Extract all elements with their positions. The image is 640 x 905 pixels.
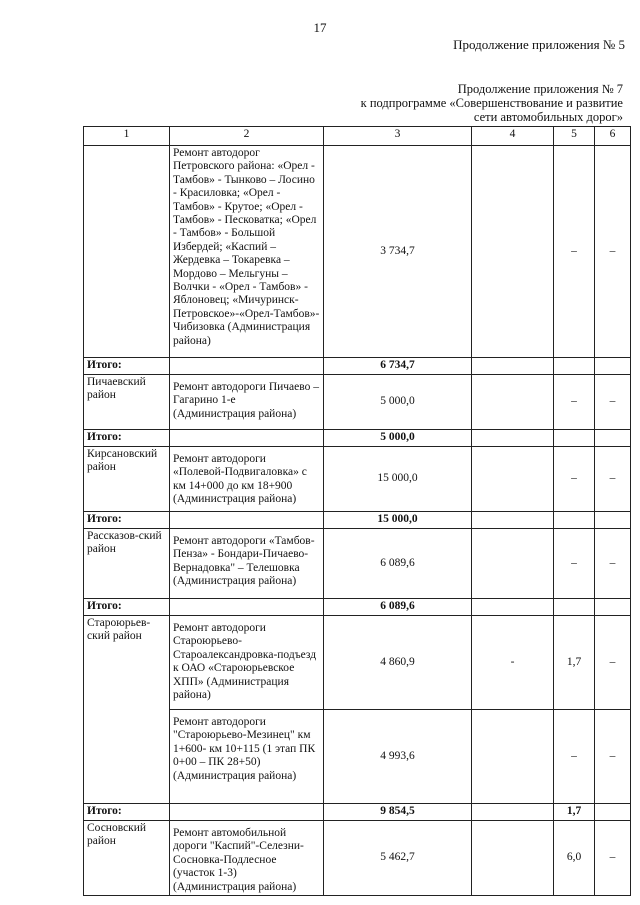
total-empty bbox=[472, 358, 554, 375]
continuation-header-line: Продолжение приложения № 7 bbox=[457, 82, 623, 96]
total-empty bbox=[472, 430, 554, 447]
table-row bbox=[84, 447, 631, 512]
col6-cell: – bbox=[595, 710, 631, 804]
total-amount: 15 000,0 bbox=[324, 512, 472, 529]
amount-cell: 15 000,0 bbox=[324, 447, 472, 512]
total-empty bbox=[595, 599, 631, 616]
col4-cell bbox=[472, 447, 554, 512]
col6-cell: – bbox=[595, 375, 631, 430]
total-empty bbox=[170, 358, 324, 375]
description-cell: Ремонт автодороги «Полевой-Подвигаловка» с км 14+000 до км 18+900 (Администрация района) bbox=[170, 447, 324, 512]
continuation-header-line: сети автомобильных дорог» bbox=[473, 110, 623, 124]
col5-cell: – bbox=[554, 710, 595, 804]
total-label: Итого: bbox=[84, 430, 170, 447]
table-row bbox=[84, 529, 631, 599]
column-number: 3 bbox=[324, 127, 472, 146]
total-row bbox=[84, 358, 631, 375]
col6-cell: – bbox=[595, 529, 631, 599]
total-col5 bbox=[554, 512, 595, 529]
description-cell: Ремонт автодороги Староюрьево-Старoалександровка-подъезд к ОАО «Староюрьевское ХПП» (Администрация района) bbox=[170, 616, 324, 710]
region-cell: Сосновский район bbox=[84, 821, 170, 896]
region-cell: Пичаевский район bbox=[84, 375, 170, 430]
description-cell: Ремонт автодороги Пичаево – Гагарино 1-е (Администрация района) bbox=[170, 375, 324, 430]
total-label: Итого: bbox=[84, 512, 170, 529]
col5-cell: 6,0 bbox=[554, 821, 595, 896]
region-cell bbox=[84, 146, 170, 358]
total-empty bbox=[595, 358, 631, 375]
total-empty bbox=[170, 512, 324, 529]
description-cell: Ремонт автодороги «Тамбов-Пенза» - Бондари-Пичаево-Вернадовка" – Телешовка (Администрация района) bbox=[170, 529, 324, 599]
page-number: 17 bbox=[313, 20, 327, 35]
column-number: 4 bbox=[472, 127, 554, 146]
column-number-row bbox=[84, 127, 631, 146]
col4-cell bbox=[472, 710, 554, 804]
col5-cell: 1,7 bbox=[554, 616, 595, 710]
col5-cell: – bbox=[554, 529, 595, 599]
table-row bbox=[84, 616, 631, 710]
amount-cell: 4 860,9 bbox=[324, 616, 472, 710]
column-number: 6 bbox=[595, 127, 631, 146]
total-row bbox=[84, 804, 631, 821]
total-empty bbox=[472, 599, 554, 616]
total-empty bbox=[595, 512, 631, 529]
description-cell: Ремонт автодороги "Староюрьево-Мезинец" км 1+600- км 10+115 (1 этап ПК 0+00 – ПК 28+50) (Администрация района) bbox=[170, 710, 324, 804]
total-empty bbox=[170, 599, 324, 616]
total-col5 bbox=[554, 358, 595, 375]
col4-cell bbox=[472, 375, 554, 430]
total-empty bbox=[170, 430, 324, 447]
column-number: 1 bbox=[84, 127, 170, 146]
amount-cell: 6 089,6 bbox=[324, 529, 472, 599]
description-cell: Ремонт автодорог Петровского района: «Орел - Тамбов» - Тынково – Лосино - Красиловка; «Орел - Тамбов» - Крутое; «Орел - Тамбов» - Песковатка; «Орел - Тамбов» - Большой Избердей; «Каспий – Жердевка – Токаревка – Мордово – Мельгуны – Волчки - «Орел - Тамбов» - Яблоновец; «Мичуринск-Петровское»-«Орел-Тамбов»-Чибизовка (Администрация района) bbox=[170, 146, 324, 358]
total-empty bbox=[472, 512, 554, 529]
total-label: Итого: bbox=[84, 804, 170, 821]
total-col5: 1,7 bbox=[554, 804, 595, 821]
total-empty bbox=[170, 804, 324, 821]
col6-cell: – bbox=[595, 146, 631, 358]
col5-cell: – bbox=[554, 146, 595, 358]
total-label: Итого: bbox=[84, 358, 170, 375]
col4-cell bbox=[472, 529, 554, 599]
continuation-header-appendix-7 bbox=[361, 82, 623, 124]
continuation-note-appendix-5: Продолжение приложения № 5 bbox=[453, 37, 625, 52]
table-row bbox=[84, 821, 631, 896]
region-cell: Староюрьев-ский район bbox=[84, 616, 170, 804]
col4-cell: - bbox=[472, 616, 554, 710]
amount-cell: 5 462,7 bbox=[324, 821, 472, 896]
column-number: 5 bbox=[554, 127, 595, 146]
col5-cell: – bbox=[554, 447, 595, 512]
table-row bbox=[84, 146, 631, 358]
amount-cell: 5 000,0 bbox=[324, 375, 472, 430]
total-amount: 6 089,6 bbox=[324, 599, 472, 616]
table-row bbox=[84, 375, 631, 430]
col6-cell: – bbox=[595, 616, 631, 710]
region-cell: Кирсановский район bbox=[84, 447, 170, 512]
continuation-header-line: к подпрограмме «Совершенствование и развитие bbox=[360, 96, 623, 110]
total-amount: 6 734,7 bbox=[324, 358, 472, 375]
total-empty bbox=[595, 804, 631, 821]
col5-cell: – bbox=[554, 375, 595, 430]
total-col5 bbox=[554, 599, 595, 616]
col6-cell: – bbox=[595, 821, 631, 896]
amount-cell: 4 993,6 bbox=[324, 710, 472, 804]
funding-table bbox=[83, 126, 631, 896]
total-label: Итого: bbox=[84, 599, 170, 616]
description-cell: Ремонт автомобильной дороги "Каспий"-Селезни-Сосновка-Подлесное (участок 1-3) (Администрация района) bbox=[170, 821, 324, 896]
amount-cell: 3 734,7 bbox=[324, 146, 472, 358]
col6-cell: – bbox=[595, 447, 631, 512]
col4-cell bbox=[472, 821, 554, 896]
total-amount: 9 854,5 bbox=[324, 804, 472, 821]
total-empty bbox=[472, 804, 554, 821]
column-number: 2 bbox=[170, 127, 324, 146]
total-amount: 5 000,0 bbox=[324, 430, 472, 447]
total-empty bbox=[595, 430, 631, 447]
total-row bbox=[84, 599, 631, 616]
total-row bbox=[84, 512, 631, 529]
region-cell: Рассказов-ский район bbox=[84, 529, 170, 599]
col4-cell bbox=[472, 146, 554, 358]
total-row bbox=[84, 430, 631, 447]
total-col5 bbox=[554, 430, 595, 447]
